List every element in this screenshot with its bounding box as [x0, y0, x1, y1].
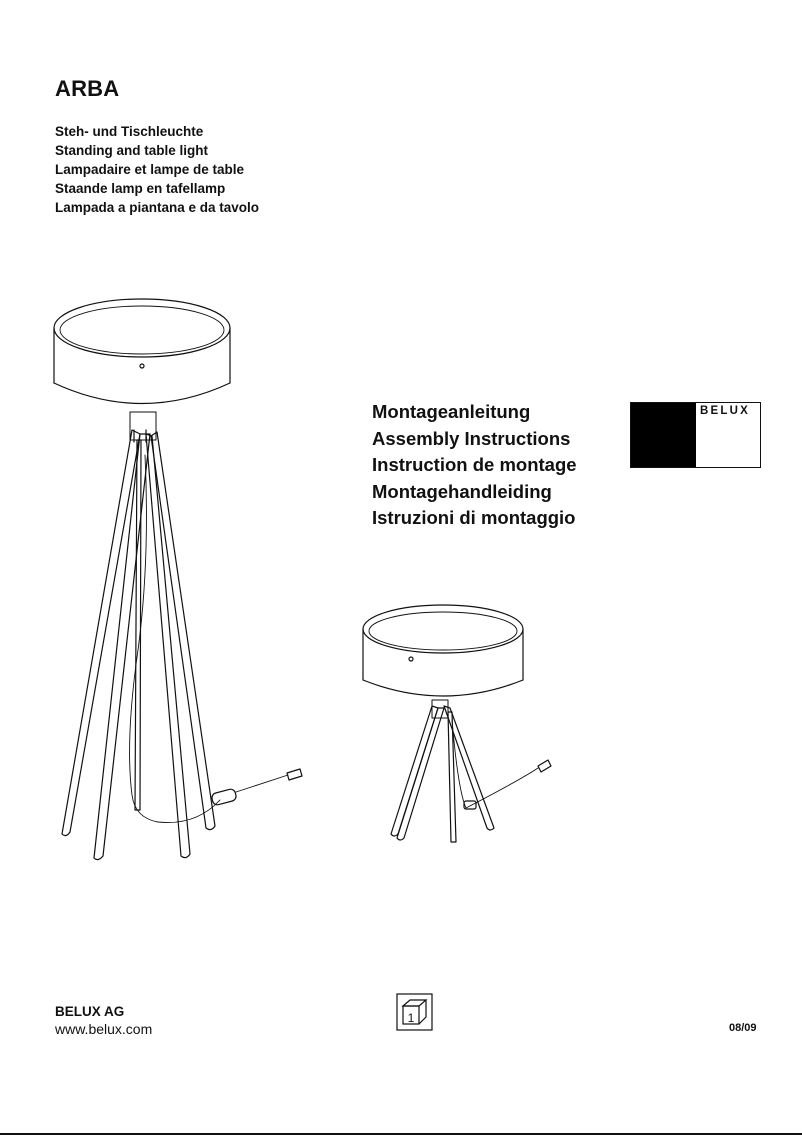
logo-wordmark: BELUX — [700, 405, 750, 417]
package-count: 1 — [407, 1011, 415, 1025]
subtitle-en: Standing and table light — [55, 143, 208, 158]
subtitle-nl: Staande lamp en tafellamp — [55, 181, 226, 196]
instructions-it: Istruzioni di montaggio — [372, 507, 576, 529]
subtitle-de: Steh- und Tischleuchte — [55, 124, 204, 139]
instructions-nl: Montagehandleiding — [372, 480, 552, 502]
company-name: BELUX AG — [55, 1004, 125, 1019]
instructions-en: Assembly Instructions — [372, 427, 571, 449]
document-title: ARBA — [55, 76, 120, 101]
website-link[interactable]: www.belux.com — [55, 1021, 153, 1037]
subtitle-fr: Lampadaire et lampe de table — [55, 162, 245, 177]
subtitle-it: Lampada a piantana e da tavolo — [55, 200, 260, 215]
instructions-fr: Instruction de montage — [372, 454, 577, 476]
document-date: 08/09 — [729, 1022, 757, 1034]
instructions-de: Montageanleitung — [372, 401, 531, 422]
bottom-divider — [0, 1133, 802, 1135]
